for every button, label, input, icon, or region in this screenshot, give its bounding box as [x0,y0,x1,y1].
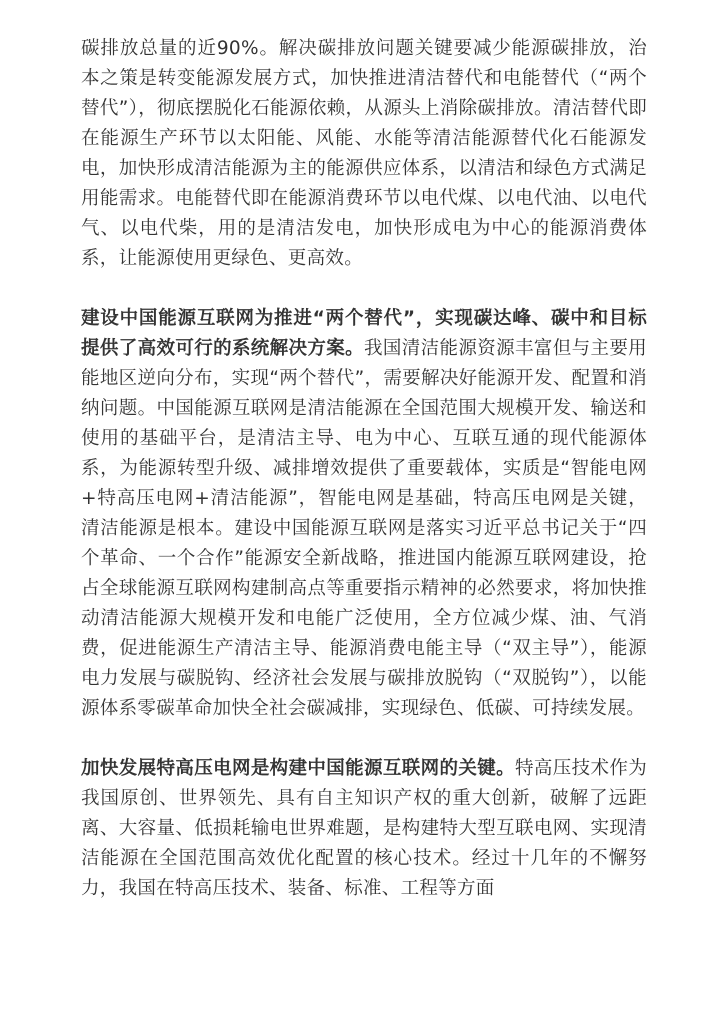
paragraph-text: 特高压技术作为我国原创、世界领先、具有自主知识产权的重大创新，破解了远距离、大容量、低损耗输电世界难题，是构建特大型互联电网、实现清洁能源在全国范围高效优化配置的核心技术。经过十几年的不懈努力，我国在特高压技术、装备、标准、工程等方面 [81,758,647,899]
paragraph-uhv-grid [81,754,647,904]
paragraph-text: 碳排放总量的近90%。解决碳排放问题关键要减少能源碳排放，治本之策是转变能源发展方式，加快推进清洁替代和电能替代（“两个替代”），彻底摆脱化石能源依赖，从源头上消除碳排放。清洁替代即在能源生产环节以太阳能、风能、水能等清洁能源替代化石能源发电，加快形成清洁能源为主的能源供应体系，以清洁和绿色方式满足用能需求。电能替代即在能源消费环节以电代煤、以电代油、以电代气、以电代柴，用的是清洁发电，加快形成电为中心的能源消费体系，让能源使用更绿色、更高效。 [81,38,647,269]
article-body [81,34,647,904]
paragraph-text: 我国清洁能源资源丰富但与主要用能地区逆向分布，实现“两个替代”，需要解决好能源开发、配置和消纳问题。中国能源互联网是清洁能源在全国范围大规模开发、输送和使用的基础平台，是清洁主导、电为中心、互联互通的现代能源体系，为能源转型升级、减排增效提供了重要载体，实质是“智能电网+特高压电网+清洁能源”，智能电网是基础，特高压电网是关键，清洁能源是根本。建设中国能源互联网是落实习近平总书记关于“四个革命、一个合作”能源安全新战略，推进国内能源互联网建设，抢占全球能源互联网构建制高点等重要指示精神的必然要求，将加快推动清洁能源大规模开发和电能广泛使用，全方位减少煤、油、气消费，促进能源生产清洁主导、能源消费电能主导（“双主导”），能源电力发展与碳脱钩、经济社会发展与碳排放脱钩（“双脱钩”），以能源体系零碳革命加快全社会碳减排，实现绿色、低碳、可持续发展。 [81,338,647,719]
paragraph-two-substitutions [81,34,647,274]
paragraph-lead: 加快发展特高压电网是构建中国能源互联网的关键。 [81,758,515,779]
paragraph-energy-internet [81,304,647,724]
paragraph-lead: 建设中国能源互联网为推进“两个替代”，实现碳达峰、碳中和目标提供了高效可行的系统解决方案。 [81,308,647,359]
